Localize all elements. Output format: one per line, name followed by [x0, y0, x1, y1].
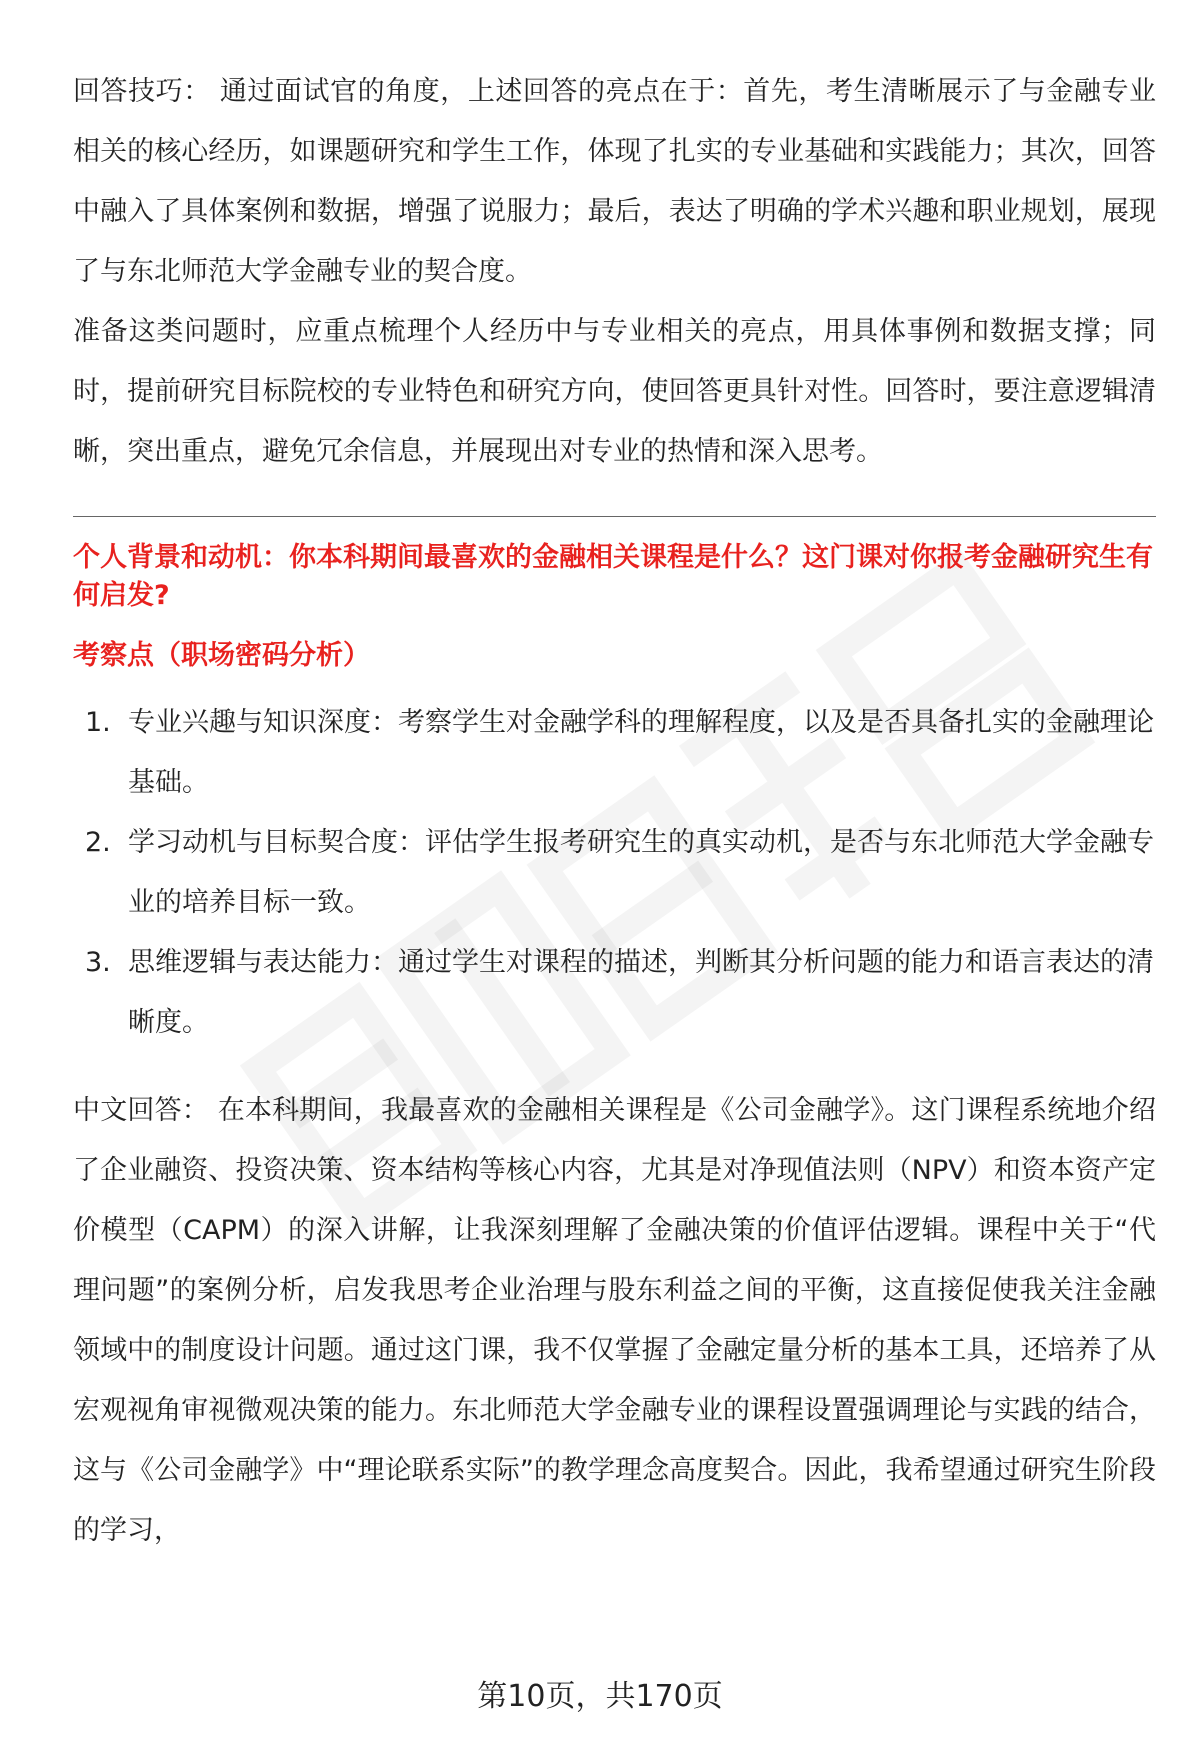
list-item-text: 学习动机与目标契合度：评估学生报考研究生的真实动机，是否与东北师范大学金融专业的培养目标一致。 — [128, 827, 1154, 918]
list-item — [73, 933, 1156, 1053]
assessment-points-heading: 考察点（职场密码分析） — [73, 640, 370, 671]
list-item — [73, 693, 1156, 813]
answer-tips-paragraph: 回答技巧： 通过面试官的角度，上述回答的亮点在于：首先，考生清晰展示了与金融专业相关的核心经历，如课题研究和学生工作，体现了扎实的专业基础和实践能力；其次，回答中融入了具体案例和数据，增强了说服力；最后，表达了明确的学术兴趣和职业规划，展现了与东北师范大学金融专业的契合度。 — [73, 76, 1156, 287]
list-item-number: 1. — [85, 707, 111, 738]
list-item — [73, 813, 1156, 933]
question-heading: 个人背景和动机：你本科期间最喜欢的金融相关课程是什么？这门课对你报考金融研究生有何启发? — [73, 542, 1153, 611]
section-divider — [73, 516, 1156, 517]
assessment-points-list — [73, 693, 1156, 1053]
list-item-text: 专业兴趣与知识深度：考察学生对金融学科的理解程度，以及是否具备扎实的金融理论基础。 — [128, 707, 1154, 798]
list-item-text: 思维逻辑与表达能力：通过学生对课程的描述，判断其分析问题的能力和语言表达的清晰度。 — [128, 947, 1154, 1038]
preparation-advice-paragraph: 准备这类问题时，应重点梳理个人经历中与专业相关的亮点，用具体事例和数据支撑；同时，提前研究目标院校的专业特色和研究方向，使回答更具针对性。回答时，要注意逻辑清晰，突出重点，避免冗余信息，并展现出对专业的热情和深入思考。 — [73, 316, 1156, 467]
chinese-answer-paragraph: 中文回答： 在本科期间，我最喜欢的金融相关课程是《公司金融学》。这门课程系统地介绍了企业融资、投资决策、资本结构等核心内容，尤其是对净现值法则（NPV）和资本资产定价模型（CAPM）的深入讲解，让我深刻理解了金融决策的价值评估逻辑。课程中关于“代理问题”的案例分析，启发我思考企业治理与股东利益之间的平衡，这直接促使我关注金融领域中的制度设计问题。通过这门课，我不仅掌握了金融定量分析的基本工具，还培养了从宏观视角审视微观决策的能力。东北师范大学金融专业的课程设置强调理论与实践的结合，这与《公司金融学》中“理论联系实际”的教学理念高度契合。因此，我希望通过研究生阶段的学习， — [73, 1095, 1156, 1546]
page-number-footer: 第10页，共170页 — [477, 1679, 723, 1714]
list-item-number: 2. — [85, 827, 111, 858]
page-content — [73, 62, 1156, 1561]
list-item-number: 3. — [85, 947, 111, 978]
